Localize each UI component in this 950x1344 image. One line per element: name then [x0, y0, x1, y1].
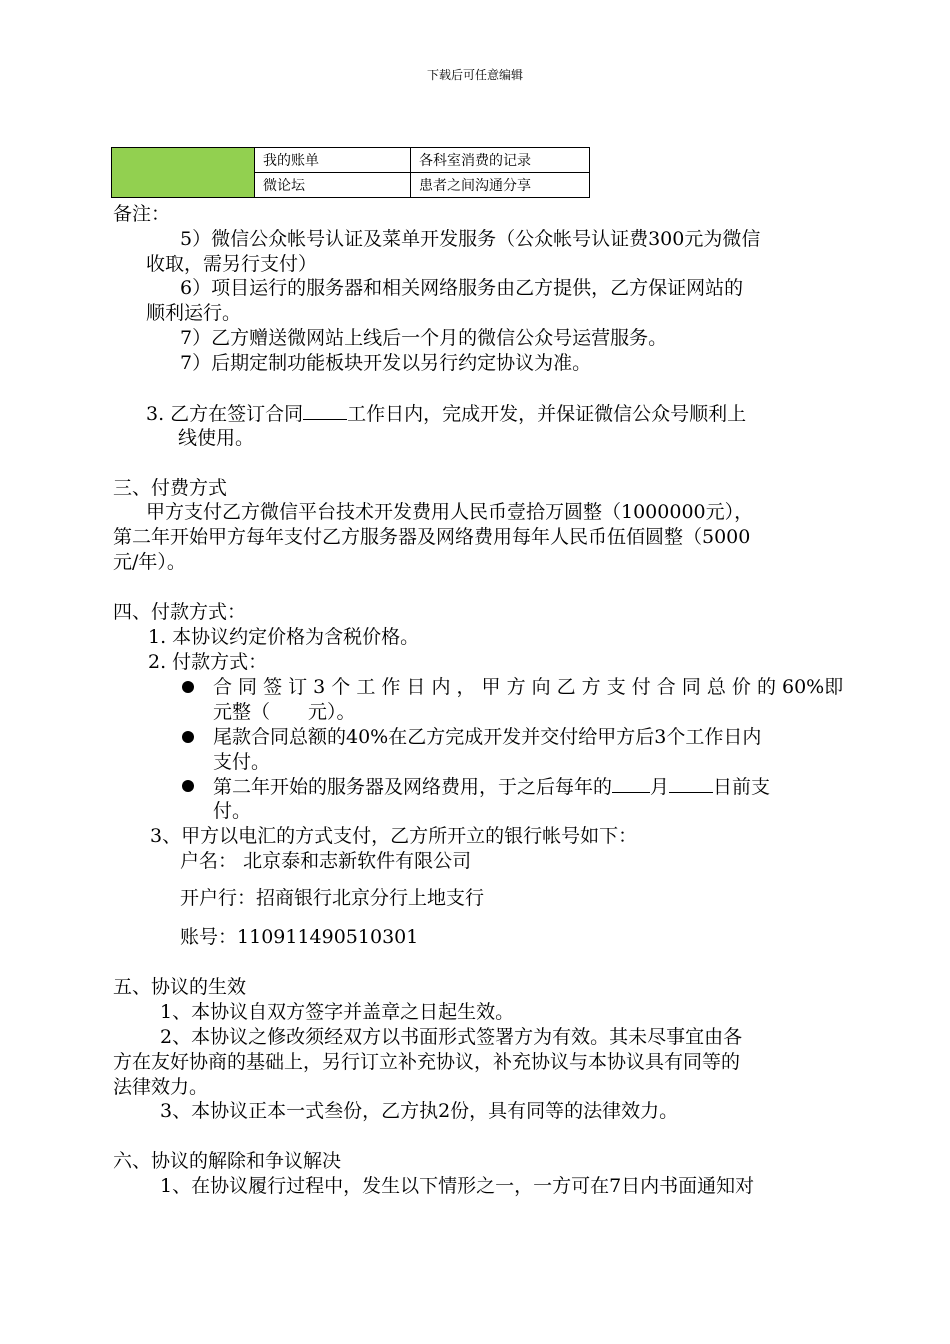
- section-6-p1: 1、在协议履行过程中，发生以下情形之一，一方可在7日内书面通知对: [160, 1175, 755, 1197]
- section-4-item3: 3、甲方以电汇的方式支付，乙方所开立的银行帐号如下：: [150, 825, 638, 847]
- item-3-pre: 3. 乙方在签订合同: [146, 403, 304, 425]
- section-5-p2-line3: 法律效力。: [113, 1076, 209, 1098]
- account-number-row: [180, 925, 418, 949]
- note-6-line2: 顺利运行。: [146, 302, 242, 324]
- bullet-2-line2: 支付。: [213, 751, 271, 773]
- account-name-label: 户名：: [180, 850, 238, 872]
- item-3-line2: 线使用。: [178, 427, 255, 449]
- section-5-p2-line1: 2、本协议之修改须经双方以书面形式签署方为有效。其未尽事宜由各: [160, 1026, 743, 1048]
- section-5-p2-line2: 方在友好协商的基础上，另行订立补充协议，补充协议与本协议具有同等的: [113, 1051, 741, 1073]
- bullet-3-month: 月: [650, 776, 670, 798]
- bullet-3-line2: 付。: [213, 800, 252, 822]
- note-6-line1: 6）项目运行的服务器和相关网络服务由乙方提供，乙方保证网站的: [180, 277, 744, 299]
- account-name: 北京泰和志新软件有限公司: [243, 850, 472, 872]
- section-3-title: 三、付费方式: [113, 477, 228, 499]
- bullet-2-line1: 尾款合同总额的40%在乙方完成开发并交付给甲方后3个工作日内: [213, 726, 762, 748]
- section-4-item2: 2. 付款方式：: [148, 651, 268, 673]
- table-cell: 患者之间沟通分享: [411, 173, 590, 198]
- table-cell: 我的账单: [255, 148, 411, 173]
- item-3-line1: [146, 401, 746, 426]
- blank-underline: [303, 401, 347, 420]
- account-number-label: 账号：: [180, 926, 238, 948]
- table-row: [112, 148, 590, 173]
- account-name-row: [180, 849, 471, 873]
- green-cell: [112, 148, 255, 198]
- bullet-icon: [182, 780, 194, 792]
- section-6-title: 六、协议的解除和争议解决: [113, 1150, 342, 1172]
- bullet-icon: [182, 681, 194, 693]
- bullet-3-post: 日前支: [713, 776, 771, 798]
- bullet-3-pre: 第二年开始的服务器及网络费用，于之后每年的: [213, 776, 613, 798]
- section-5-p3: 3、本协议正本一式叁份，乙方执2份，具有同等的法律效力。: [160, 1100, 679, 1122]
- section-3-line3: 元/年）。: [113, 551, 186, 573]
- feature-table: [111, 147, 590, 198]
- section-3-line2: 第二年开始甲方每年支付乙方服务器及网络费用每年人民币伍佰圆整（5000: [113, 526, 751, 548]
- section-4-item1: 1. 本协议约定价格为含税价格。: [148, 626, 420, 648]
- section-3-line1: 甲方支付乙方微信平台技术开发费用人民币壹拾万圆整（1000000元），: [146, 501, 754, 523]
- bank-row: [180, 886, 484, 910]
- bullet-1-line1: 合 同 签 订 3 个 工 作 日 内 ， 甲 方 向 乙 方 支 付 合 同 总 价 的 60%即: [213, 676, 844, 698]
- section-5-title: 五、协议的生效: [113, 976, 247, 998]
- notes-title: 备注：: [113, 203, 171, 225]
- blank-underline: [612, 774, 650, 793]
- blank-underline: [669, 774, 713, 793]
- table-cell: 各科室消费的记录: [411, 148, 590, 173]
- note-5-line2: 收取，需另行支付）: [146, 253, 318, 275]
- bullet-3-line1: [213, 774, 770, 799]
- note-7a: 7）乙方赠送微网站上线后一个月的微信公众号运营服务。: [180, 327, 668, 349]
- bullet-icon: [182, 731, 194, 743]
- section-4-title: 四、付款方式：: [113, 601, 247, 623]
- page-header: 下载后可任意编辑: [426, 68, 523, 82]
- bullet-1-line2: 元整（ 元）。: [213, 701, 356, 723]
- item-3-post: 工作日内，完成开发，并保证微信公众号顺利上: [347, 403, 747, 425]
- bank-label: 开户行：: [180, 887, 257, 909]
- note-5-line1: 5）微信公众帐号认证及菜单开发服务（公众帐号认证费300元为微信: [180, 228, 761, 250]
- bank-name: 招商银行北京分行上地支行: [256, 887, 485, 909]
- note-7b: 7）后期定制功能板块开发以另行约定协议为准。: [180, 352, 592, 374]
- section-5-p1: 1、本协议自双方签字并盖章之日起生效。: [160, 1001, 515, 1023]
- account-number: 110911490510301: [237, 926, 419, 948]
- table-cell: 微论坛: [255, 173, 411, 198]
